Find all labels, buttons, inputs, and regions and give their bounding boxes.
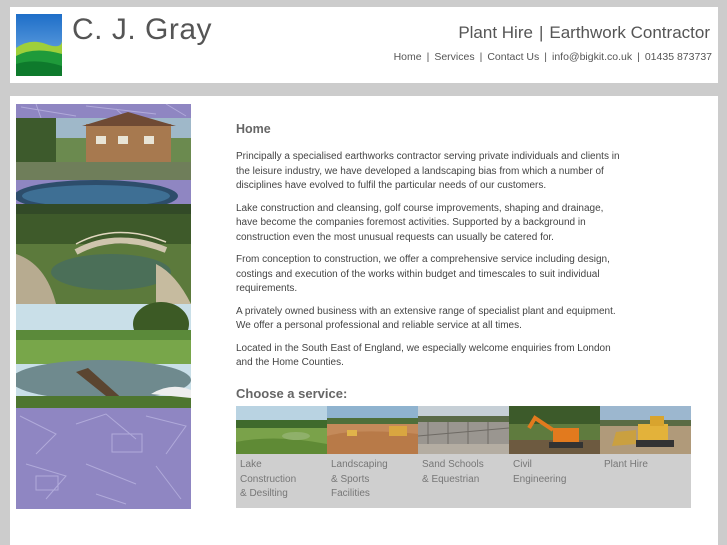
nav-home-link[interactable]: Home [393, 51, 422, 63]
service-label-civil-engineering: Civil Engineering [513, 459, 567, 485]
service-civil-engineering[interactable] [509, 406, 600, 508]
nav-contact-link[interactable]: Contact Us [487, 51, 540, 63]
service-landscaping[interactable] [327, 406, 418, 508]
service-label-lake: Lake Construction & Desilting [240, 459, 297, 499]
tagline-plant-hire: Plant Hire [458, 23, 533, 42]
bulldozer-photo-icon [600, 406, 691, 454]
service-plant-hire[interactable] [600, 406, 691, 508]
nav-email-link[interactable]: info@bigkit.co.uk [551, 51, 633, 63]
nav-separator: | [544, 51, 547, 63]
service-sand-schools[interactable] [418, 406, 509, 508]
logo-icon[interactable] [16, 14, 62, 76]
landscaping-photo-icon [327, 406, 418, 454]
nav-separator: | [426, 51, 430, 63]
excavator-photo-icon [509, 406, 600, 454]
business-paragraph: A privately owned business with an extensive range of specialist plant and equipment. We offer a personal professional and reliable service at all times. [236, 305, 616, 331]
lake-photo-icon [236, 406, 327, 454]
service-label-sand-schools: Sand Schools & Equestrian [422, 459, 484, 485]
service-label-landscaping: Landscaping & Sports Facilities [331, 459, 388, 499]
tagline-earthwork: Earthwork Contractor [549, 23, 710, 42]
sidebar-photo-strip [16, 104, 191, 509]
location-paragraph: Located in the South East of England, we especially welcome enquiries from London and the Home Counties. [236, 342, 611, 368]
service-label-plant-hire: Plant Hire [604, 459, 648, 470]
nav-phone: 01435 873737 [644, 51, 712, 63]
sidebar-photos-image [16, 104, 191, 509]
content-panel [10, 96, 718, 545]
nav-separator: | [479, 51, 483, 63]
nav-separator: | [637, 51, 640, 63]
service-lake-construction[interactable] [236, 406, 327, 508]
site-header [10, 7, 718, 83]
top-nav [394, 51, 712, 63]
intro-paragraph: Principally a specialised earthworks contractor serving private individuals and clients in the leisure industry, we have developed a landscaping bias from which a number of disciplines have evolved to fulfil the particular needs of our customers. [236, 151, 620, 191]
service-bar [236, 406, 691, 508]
sand-school-photo-icon [418, 406, 509, 454]
company-name: C. J. Gray [72, 13, 213, 46]
tagline-separator: | [538, 23, 544, 42]
tagline [458, 23, 710, 43]
conception-paragraph: From conception to construction, we offer a comprehensive service including design, costings and execution of the works within budget and timescales to suit individual requirements. [236, 254, 610, 294]
page-title: Home [236, 122, 271, 136]
main-content [236, 122, 621, 379]
nav-services-link[interactable]: Services [434, 51, 475, 63]
choose-service-heading: Choose a service: [236, 386, 348, 401]
lake-paragraph: Lake construction and cleansing, golf course improvements, shaping and drainage, have become the companies foremost activities. Supported by a background in construction even the most unusual requests can usually be catered for. [236, 202, 604, 243]
